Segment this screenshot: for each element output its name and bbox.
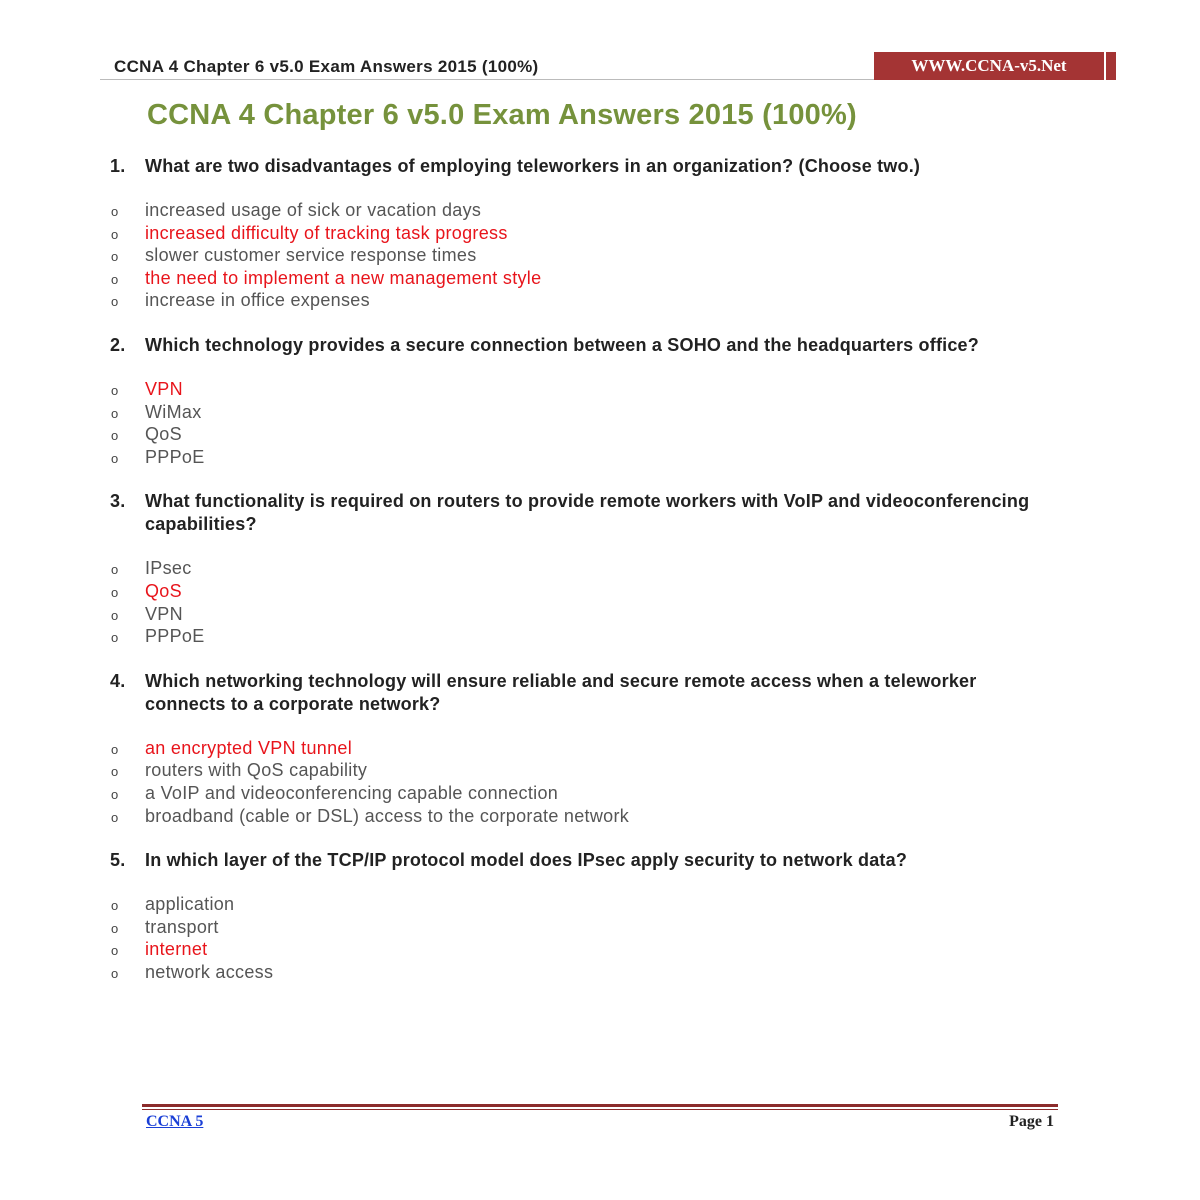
- bullet-icon: o: [111, 965, 119, 981]
- bullet-icon: o: [111, 226, 119, 242]
- bullet-icon: o: [111, 943, 119, 959]
- question-heading: [0, 155, 1200, 178]
- answer-text: slower customer service response times: [145, 245, 477, 266]
- answer-text: increase in office expenses: [145, 290, 370, 311]
- bullet-icon: o: [111, 249, 119, 265]
- document-title: CCNA 4 Chapter 6 v5.0 Exam Answers 2015 (100%): [147, 99, 857, 131]
- question-5: [0, 849, 1200, 983]
- question-list: [0, 155, 1200, 1005]
- answer-option: [0, 893, 1200, 916]
- bullet-icon: o: [111, 786, 119, 802]
- question-heading: [0, 334, 1200, 357]
- bullet-icon: o: [111, 741, 119, 757]
- answer-text: IPsec: [145, 558, 192, 579]
- header-divider: [100, 79, 875, 80]
- answer-option-correct: [0, 222, 1200, 245]
- answer-option: [0, 603, 1200, 626]
- answer-option-correct: [0, 938, 1200, 961]
- answer-text: QoS: [145, 580, 182, 601]
- question-text: Which networking technology will ensure reliable and secure remote access when a teleworker connects to a corporate network?: [145, 670, 977, 714]
- bullet-icon: o: [111, 405, 119, 421]
- answer-text: broadband (cable or DSL) access to the corporate network: [145, 805, 630, 826]
- question-number: 3.: [110, 491, 126, 512]
- bullet-icon: o: [111, 920, 119, 936]
- answer-option: [0, 423, 1200, 446]
- answer-text: the need to implement a new management style: [145, 267, 542, 288]
- page-number: Page 1: [1009, 1113, 1054, 1130]
- answer-option: [0, 961, 1200, 984]
- answer-text: routers with QoS capability: [145, 760, 368, 781]
- answer-option-correct: [0, 737, 1200, 760]
- bullet-icon: o: [111, 630, 119, 646]
- question-text: What functionality is required on routers to provide remote workers with VoIP and videoconferencing capabilities?: [145, 491, 1030, 535]
- answer-option: [0, 759, 1200, 782]
- answer-text: PPPoE: [145, 626, 205, 647]
- answer-list: [0, 557, 1200, 647]
- question-number: 5.: [110, 850, 126, 871]
- question-text: In which layer of the TCP/IP protocol model does IPsec apply security to network data?: [145, 850, 908, 871]
- footer-ccna-link[interactable]: CCNA 5: [146, 1113, 204, 1130]
- bullet-icon: o: [111, 382, 119, 398]
- site-badge[interactable]: WWW.CCNA-v5.Net: [874, 52, 1104, 80]
- header-title: CCNA 4 Chapter 6 v5.0 Exam Answers 2015 (100%): [114, 57, 539, 76]
- answer-option-correct: [0, 580, 1200, 603]
- answer-option-correct: [0, 378, 1200, 401]
- answer-text: PPPoE: [145, 446, 205, 467]
- question-4: [0, 670, 1200, 827]
- answer-option: [0, 557, 1200, 580]
- question-2: [0, 334, 1200, 468]
- footer-divider: [142, 1104, 1058, 1107]
- answer-option: [0, 446, 1200, 469]
- bullet-icon: o: [111, 584, 119, 600]
- answer-list: [0, 199, 1200, 312]
- answer-option: [0, 782, 1200, 805]
- answer-option: [0, 805, 1200, 828]
- answer-list: [0, 737, 1200, 827]
- answer-text: increased usage of sick or vacation days: [145, 200, 482, 220]
- bullet-icon: o: [111, 898, 119, 914]
- question-text: What are two disadvantages of employing teleworkers in an organization? (Choose two.): [145, 156, 921, 176]
- question-3: [0, 490, 1200, 647]
- answer-text: VPN: [145, 378, 183, 399]
- answer-option-correct: [0, 267, 1200, 290]
- answer-text: QoS: [145, 424, 182, 445]
- answer-text: transport: [145, 916, 219, 937]
- answer-text: VPN: [145, 603, 183, 624]
- answer-option: [0, 401, 1200, 424]
- answer-text: internet: [145, 939, 208, 960]
- answer-option: [0, 244, 1200, 267]
- bullet-icon: o: [111, 764, 119, 780]
- footer-divider-thin: [142, 1109, 1058, 1110]
- answer-option: [0, 916, 1200, 939]
- bullet-icon: o: [111, 562, 119, 578]
- bullet-icon: o: [111, 428, 119, 444]
- answer-text: a VoIP and videoconferencing capable connection: [145, 782, 559, 803]
- answer-text: application: [145, 894, 235, 915]
- answer-option: [0, 289, 1200, 312]
- question-text: Which technology provides a secure connection between a SOHO and the headquarters office?: [145, 334, 979, 355]
- site-badge-tab: [1106, 52, 1116, 80]
- answer-text: increased difficulty of tracking task progress: [145, 222, 508, 243]
- question-number: 1.: [110, 156, 126, 176]
- question-heading: [0, 670, 1200, 716]
- bullet-icon: o: [111, 294, 119, 310]
- question-number: 2.: [110, 334, 126, 355]
- answer-list: [0, 893, 1200, 983]
- answer-text: an encrypted VPN tunnel: [145, 737, 353, 758]
- question-number: 4.: [110, 670, 126, 691]
- question-heading: [0, 849, 1200, 872]
- bullet-icon: o: [111, 607, 119, 623]
- answer-text: WiMax: [145, 401, 202, 422]
- bullet-icon: o: [111, 450, 119, 466]
- answer-list: [0, 378, 1200, 468]
- question-heading: [0, 490, 1200, 536]
- answer-option: [0, 625, 1200, 648]
- answer-option: [0, 199, 1200, 222]
- answer-text: network access: [145, 961, 274, 982]
- question-1: [0, 155, 1200, 312]
- bullet-icon: o: [111, 271, 119, 287]
- bullet-icon: o: [111, 809, 119, 825]
- bullet-icon: o: [111, 204, 119, 219]
